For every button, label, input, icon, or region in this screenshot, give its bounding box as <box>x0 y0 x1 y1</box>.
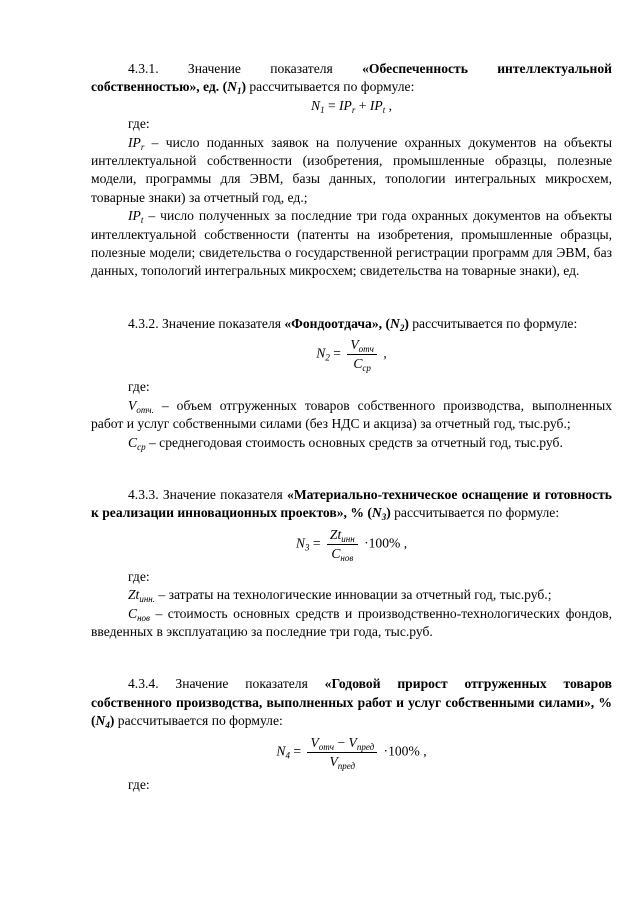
indicator-symbol: N <box>390 315 400 331</box>
indicator-symbol: N <box>371 505 382 521</box>
indicator-symbol: N <box>227 79 237 95</box>
def-symbol: IP <box>128 134 141 150</box>
formula-lhs: N <box>276 743 286 759</box>
den-sub: пред <box>337 760 356 771</box>
formula-lhs: N <box>310 97 321 113</box>
paren: ) <box>386 505 391 521</box>
definition-zt-inn <box>91 586 612 604</box>
fraction <box>307 735 377 770</box>
num-sub: инн <box>341 533 355 544</box>
definition-ipr <box>91 134 612 208</box>
spacer <box>91 281 612 315</box>
spacer <box>91 452 612 486</box>
indicator-subscript: 3 <box>381 512 387 523</box>
num-term: V <box>310 734 319 750</box>
fraction-numerator <box>347 337 377 355</box>
def-text: – среднегодовая стоимость основных средств за отчетный год, тыс.руб. <box>145 434 563 450</box>
fraction-denominator <box>328 545 356 562</box>
paren: ( <box>363 505 372 521</box>
formula-sub: 4 <box>285 750 290 761</box>
formula-term: IP <box>369 97 383 113</box>
formula-sub: t <box>382 104 386 115</box>
def-subscript: нов <box>137 612 150 623</box>
num-term: V <box>350 337 359 353</box>
def-subscript: инн. <box>139 594 156 605</box>
num-sub: отч <box>318 741 335 752</box>
section-lead: 4.3.3. Значение показателя <box>128 486 288 502</box>
paren: ( <box>219 79 228 95</box>
paren: ( <box>91 713 96 729</box>
formula-end: ·100% , <box>360 535 408 551</box>
formula-n1 <box>91 97 612 115</box>
num-sub: отч <box>358 344 374 355</box>
def-subscript: r <box>140 141 145 152</box>
section-tail: рассчитывается по формуле: <box>114 713 283 729</box>
definition-v-otch <box>91 397 612 434</box>
formula-end: , <box>385 97 393 113</box>
def-symbol: C <box>128 434 138 450</box>
den-term: C <box>331 545 341 561</box>
def-text: – число поданных заявок на получение охранных документов на объекты интеллектуальной собственности (изобретения, промышленные образцы, полезные модели, программы для ЭВМ, базы данных, топологии интегральных микросхем, товарные знаки) за отчетный год, ед.; <box>91 134 612 205</box>
fraction <box>347 337 377 372</box>
indicator-symbol: N <box>95 713 106 729</box>
where-label: где: <box>128 776 150 792</box>
formula-lhs: N <box>316 345 326 361</box>
where-label: где: <box>128 568 150 584</box>
indicator-title: «Фондоотдача», <box>284 315 383 331</box>
fraction-numerator <box>327 527 358 545</box>
formula-end: , <box>379 345 387 361</box>
spacer <box>91 641 612 675</box>
section-tail: рассчитывается по формуле: <box>245 79 415 95</box>
formula-end: ·100% , <box>380 743 427 759</box>
formula-sub: 2 <box>325 352 330 363</box>
section-tail: рассчитывается по формуле: <box>408 315 578 331</box>
def-subscript: ср <box>137 441 146 452</box>
formula-op: − <box>334 734 349 750</box>
fraction-numerator <box>307 735 377 753</box>
indicator-subscript: 2 <box>399 322 405 333</box>
section-4-3-3-heading <box>91 486 612 523</box>
paren: ) <box>109 713 115 729</box>
section-lead: 4.3.4. Значение показателя <box>128 676 325 692</box>
where-label: где: <box>128 116 150 132</box>
def-text: – объем отгруженных товаров собственного производства, выполненных работ и услуг собственными силами (без НДС и акциза) за отчетный год, тыс.руб.; <box>91 397 612 432</box>
formula-eq: = <box>309 535 324 551</box>
section-4-3-1-heading <box>91 60 612 97</box>
formula-lhs: N <box>295 535 305 551</box>
definition-ipt <box>91 207 612 281</box>
def-subscript: отч. <box>136 404 154 415</box>
indicator-title: «Обеспеченность интеллектуальной собственностью», ед. <box>91 61 613 95</box>
formula-op: + <box>355 97 370 113</box>
den-sub: ср <box>362 363 371 374</box>
section-lead: 4.3.2. Значение показателя <box>128 315 285 331</box>
indicator-title: «Материально-техническое оснащение и готовность к реализации инновационных проектов», % <box>91 486 612 521</box>
paren: ( <box>382 315 390 331</box>
def-subscript: t <box>140 215 144 226</box>
formula-eq: = <box>324 97 340 113</box>
section-lead: 4.3.1. Значение показателя <box>128 61 363 76</box>
paren: ) <box>241 79 246 95</box>
section-tail: рассчитывается по формуле: <box>390 505 560 521</box>
def-symbol: V <box>128 397 137 413</box>
definition-c-nov <box>91 605 612 642</box>
def-text: – число полученных за последние три года охранных документов на объекты интеллектуальной собственности (патенты на изобретения, промышленные образцы, полезные модели; свидетельства о государственной регистрации программ для ЭВМ, баз данных, топологий интегральных микросхем; свидетельства на товарные знаки), ед. <box>91 208 612 279</box>
def-symbol: Zt <box>128 587 140 603</box>
formula-term: IP <box>339 97 352 113</box>
fraction-denominator <box>350 355 374 372</box>
fraction <box>327 527 358 562</box>
section-4-3-4-heading <box>91 675 612 730</box>
indicator-subscript: 4 <box>105 720 110 731</box>
def-text: – стоимость основных средств и производственно-технологических фондов, введенных в эксплуатацию за последние три года, тыс.руб. <box>91 605 612 639</box>
indicator-title: «Годовой прирост отгруженных товаров собственного производства, выполненных работ и услуг собственными силами», % <box>91 676 612 710</box>
formula-eq: = <box>329 345 345 361</box>
num-sub: пред <box>356 741 375 752</box>
formula-n4 <box>91 735 612 770</box>
num-term: Zt <box>329 526 342 542</box>
den-term: V <box>329 753 338 769</box>
formula-sub: 3 <box>304 542 310 553</box>
where-label: где: <box>128 379 150 395</box>
definition-c-sr <box>91 434 612 452</box>
document-page <box>91 60 612 794</box>
formula-n2 <box>91 337 612 372</box>
def-symbol: IP <box>128 208 141 224</box>
indicator-subscript: 1 <box>236 86 242 97</box>
def-symbol: C <box>128 605 138 621</box>
def-text: – затраты на технологические инновации за отчетный год, тыс.руб.; <box>155 587 552 603</box>
den-sub: нов <box>340 552 354 563</box>
formula-sub: 1 <box>320 104 325 115</box>
formula-n3 <box>91 527 612 562</box>
formula-sub: r <box>351 104 356 115</box>
num-term: V <box>348 734 357 750</box>
section-4-3-2-heading <box>91 315 612 333</box>
paren: ) <box>404 315 409 331</box>
formula-eq: = <box>289 743 305 759</box>
den-term: C <box>353 356 363 372</box>
fraction-denominator <box>326 753 358 770</box>
